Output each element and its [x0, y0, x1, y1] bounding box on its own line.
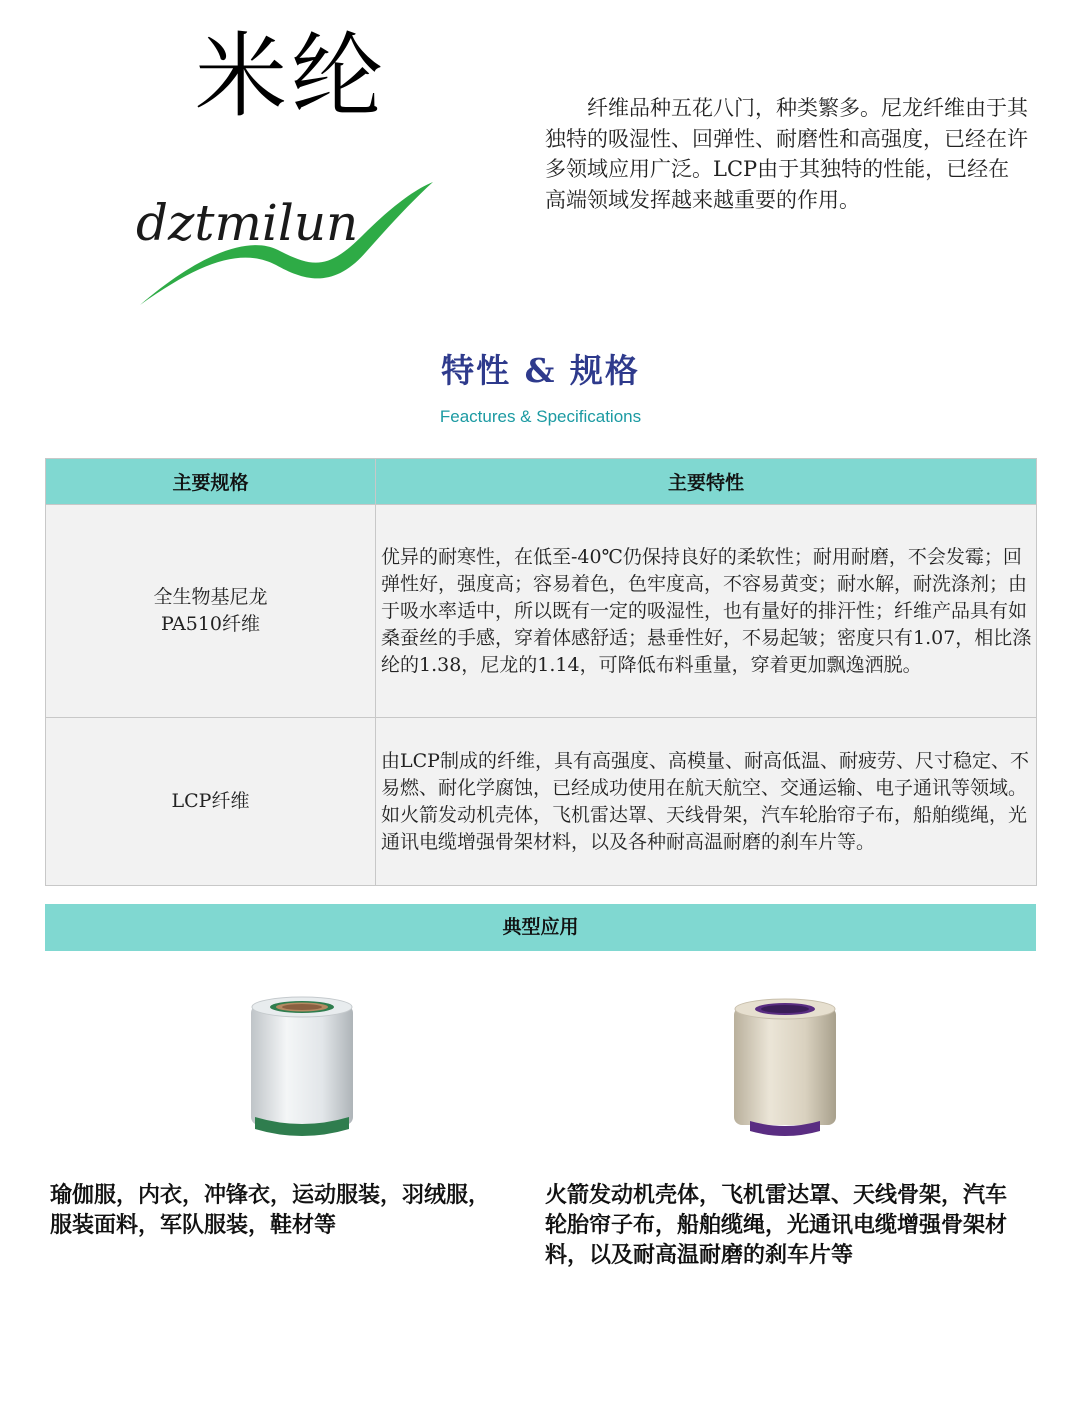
table-header-row [46, 459, 1037, 505]
spec-desc-cell: 由LCP制成的纤维，具有高强度、高模量、耐高低温、耐疲劳、尺寸稳定、不易燃、耐化学腐蚀，已经成功使用在航天航空、交通运输、电子通讯等领域。如火箭发动机壳体，飞机雷达罩、天线骨架，汽车轮胎帘子布，船舶缆绳，光通讯电缆增强骨架材料，以及各种耐高温耐磨的刹车片等。 [376, 718, 1037, 886]
brand-title: 米纶 [195, 23, 388, 130]
spec-name-line2: PA510纤维 [160, 613, 261, 635]
application-text-lcp: 火箭发动机壳体，飞机雷达罩、天线骨架，汽车轮胎帘子布，船舶缆绳，光通讯电缆增强骨架材料，以及耐高温耐磨的刹车片等 [545, 1182, 1008, 1268]
application-text-nylon: 瑜伽服，内衣，冲锋衣，运动服装，羽绒服，服装面料，军队服装，鞋材等 [50, 1182, 491, 1238]
section-subtitle: Feactures & Specifications [439, 407, 642, 426]
intro-paragraph: 纤维品种五花八门，种类繁多。尼龙纤维由于其独特的吸湿性、回弹性、耐磨性和高强度，已经在许多领域应用广泛。LCP由于其独特的性能，已经在高端领域发挥越来越重要的作用。 [545, 96, 1028, 212]
table-row [46, 505, 1037, 718]
spec-desc-cell: 优异的耐寒性，在低至-40℃仍保持良好的柔软性；耐用耐磨，不会发霉；回弹性好，强度高；容易着色，色牢度高，不容易黄变；耐水解，耐洗涤剂；由于吸水率适中，所以既有一定的吸湿性，也有量好的排汗性；纤维产品具有如桑蚕丝的手感，穿着体感舒适；悬垂性好，不易起皱；密度只有1.07，相比涤纶的1.38，尼龙的1.14，可降低布料重量，穿着更加飘逸洒脱。 [376, 505, 1037, 718]
logo-wordmark: dztmilun [136, 194, 359, 252]
table-row [46, 718, 1037, 886]
spec-table [45, 458, 1037, 886]
section-title: 特性 & 规格 [441, 351, 640, 390]
header-spec: 主要规格 [46, 459, 376, 505]
spec-name-line1: LCP纤维 [171, 790, 250, 812]
applications-header: 典型应用 [45, 904, 1036, 951]
beige-yarn-spool-image [730, 995, 840, 1145]
white-yarn-spool-image [247, 995, 357, 1145]
spec-name-cell [46, 718, 376, 886]
spec-name-line1: 全生物基尼龙 [153, 586, 268, 608]
brand-logo [128, 140, 438, 310]
header-feature: 主要特性 [376, 459, 1037, 505]
spec-name-cell [46, 505, 376, 718]
